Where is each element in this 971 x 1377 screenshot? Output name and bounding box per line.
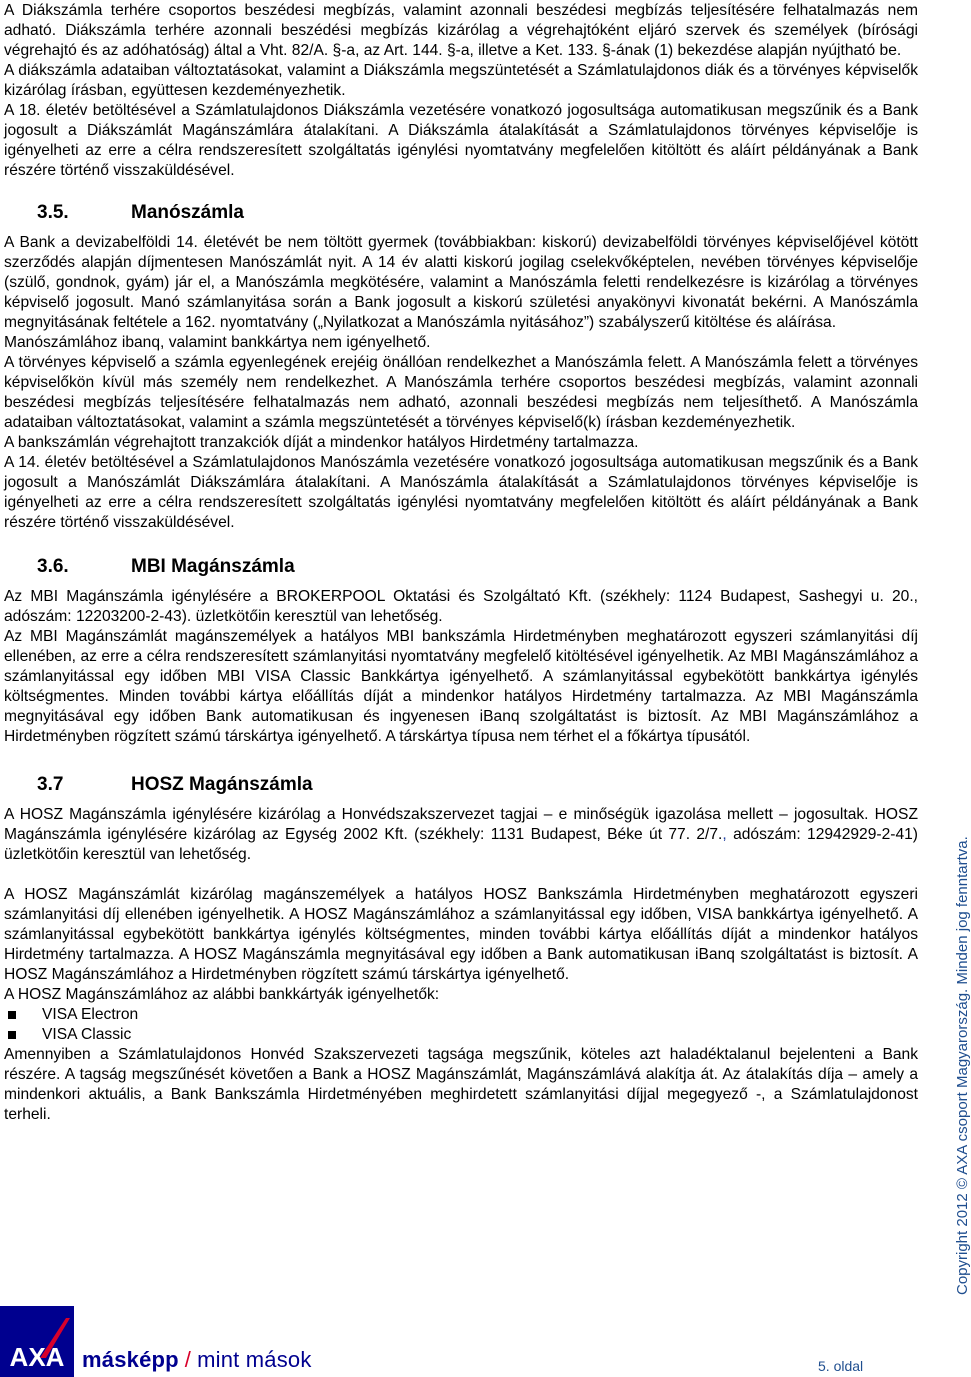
paragraph: A Diákszámla terhére csoportos beszédesi megbízás, valamint azonnali beszédesi megbízás teljesítésére felhatalmazás nem adható. Diákszámla terhére azonnali beszédési megbízás kizárólag a végrehajtóként eljáró szervek és személyek (bírósági végrehajtó és az adóhatóság) által a Vht. 82/A. §-a, az Art. 144. §-a, illetve a Ket. 133. §-ának (1) bekezdése alapján nyújtható be. [4,2,918,59]
square-bullet-icon [8,1011,16,1019]
paragraph [4,805,918,865]
section-number: 3.5. [37,202,69,223]
tagline-slash: / [184,1347,192,1372]
axa-logo [0,1306,74,1377]
list-item [4,1025,918,1045]
sidebar-copyright: Copyright 2012 © AXA csoport Magyarország. Minden jog fenntartva. [954,836,971,1295]
tagline-left: másképp [82,1347,179,1372]
section-title: HOSZ Magánszámla [131,774,313,795]
text-run: A HOSZ Magánszámla igénylésére kizárólag a Honvédszakszervezet tagjai – e minőségük igazolása mellett – jogosultak. HOSZ Magánszámla igénylésére kizárólag az Egység 2002 Kft. (székhely: 1131 Budapest, Béke út 77. 2/7. [4,806,918,843]
section-title: MBI Magánszámla [131,556,295,577]
paragraph: A bankszámlán végrehajtott tranzakciók díját a mindenkor hatályos Hirdetmény tartalmazza. [4,434,639,451]
section-heading-3-5 [4,199,918,227]
document-body [4,1,918,1125]
paragraph: A 18. életév betöltésével a Számlatulajdonos Diákszámla vezetésére vonatkozó jogosultsága automatikusan megszűnik és a Bank jogosult a Diákszámlát Magánszámlára átalakítani. A Diákszámla átalakítását a Számlatulajdonos törvényes képviselője is igényelheti az erre a célra rendszeresített szolgáltatás igénylési nyomtatvány megfelelően kitöltött és aláírt példányának a Bank részére történő visszaküldésével. [4,102,918,179]
logo-text: AXA [9,1342,65,1372]
paragraph: Az MBI Magánszámlát magánszemélyek a hatályos MBI bankszámla Hirdetményben meghatározott egyszeri számlanyitási díj ellenében, az erre a célra rendszeresített számlanyitási nyomtatvány megfelelő kitöltésével igényelhetik. Az MBI Magánszámlához a számlanyitással egy időben MBI VISA Classic Bankkártya igényelhető. A számlanyitással egybekötött bankkártya igénylés költségmentes. Minden további kártya előállítás díját a mindenkor hatályos Hirdetmény tartalmazza. Az MBI Magánszámla megnyitásával egy időben Bank automatikusan és ingyenesen iBanq szolgáltatást is biztosít. Az MBI Magánszámlához a Hirdetményben rögzített számú társkártya igényelhető. A társkártya típusa nem térhet el a főkártya típusától. [4,628,918,745]
list-item-label: VISA Classic [42,1026,132,1043]
paragraph: Manószámlához ibanq, valamint bankkártya nem igényelhető. [4,334,431,351]
text-run: adószám: 12942929-2-41) üzletkötőin keresztül van lehetőség. [4,826,918,863]
paragraph: A diákszámla adataiban változtatásokat, valamint a Diákszámla megszüntetését a Számlatulajdonos diák és a törvényes képviselők kizárólag írásban, együttesen kezdeményezhetik. [4,62,918,99]
section-heading-3-6 [4,553,918,581]
paragraph: Amennyiben a Számlatulajdonos Honvéd Szakszervezeti tagsága megszűnik, köteles azt haladéktalanul bejelenteni a Bank részére. A tagság megszűnését követően a Bank a HOSZ Magánszámlát, Magánszámlává alakítja át. Az átalakítás díja – amely a mindenkori aktuális, a Bank Bankszámla Hirdetményében meghirdetett számlanyitási díjjal megegyező -, a Számlatulajdonost terheli. [4,1046,918,1123]
highlighted-comma: , [722,826,727,843]
section-title: Manószámla [131,202,244,223]
paragraph: A HOSZ Magánszámlához az alábbi bankkártyák igényelhetők: [4,986,440,1003]
bankcard-list [4,1005,918,1045]
section-heading-3-7 [4,771,918,799]
list-item-label: VISA Electron [42,1006,139,1023]
paragraph: Az MBI Magánszámla igénylésére a BROKERPOOL Oktatási és Szolgáltató Kft. (székhely: 1124 Budapest, Sashegyi u. 20., adószám: 12203200-2-43). üzletkötőin keresztül van lehetőség. [4,588,918,625]
page-number: 5. oldal [818,1358,864,1374]
paragraph: A törvényes képviselő a számla egyenlegének erejéig önállóan rendelkezhet a Manószámla felett. A Manószámla felett a törvényes képviselőkön kívül más személy nem rendelkezhet. A Manószámla terhére csoportos beszédesi megbízás, valamint azonnali beszédesi megbízás teljesítésére felhatalmazás nem adható, azonnali beszédesi megbízás nem teljesíthető. A Manószámla adataiban változtatásokat, valamint a számla megszüntetését a törvényes képviselő(k) írásban kezdeményezhetik. [4,354,918,431]
list-item [4,1005,918,1025]
paragraph: A HOSZ Magánszámlát kizárólag magánszemélyek a hatályos HOSZ Bankszámla Hirdetményben meghatározott egyszeri számlanyitási díj ellenében igényelhetik. A HOSZ Magánszámlához a számlanyitással egy időben, VISA bankkártya igényelhető. A számlanyitással egybekötött bankkártya igénylés költségmentes, minden további kártya előállítás díját a mindenkor hatályos Hirdetmény tartalmazza. A HOSZ Magánszámla megnyitásával egy időben a Bank automatikusan iBanq szolgáltatást is biztosít. A HOSZ Magánszámlához a Hirdetményben rögzített számú társkártya igényelhető. [4,886,918,983]
section-number: 3.6. [37,556,69,577]
axa-logo-icon [0,1306,74,1377]
tagline [82,1347,312,1373]
paragraph: A 14. életév betöltésével a Számlatulajdonos Manószámla vezetésére vonatkozó jogosultsága automatikusan megszűnik és a Bank jogosult a Manószámlát Diákszámlára átalakítani. A Manószámla átalakítását a Számlatulajdonos törvényes képviselője is igényelheti az erre a célra rendszeresített szolgáltatás igénylési nyomtatvány megfelelően kitöltött és aláírt példányának a Bank részére történő visszaküldésével. [4,454,918,531]
tagline-right: mint mások [197,1347,312,1372]
paragraph: A Bank a devizabelföldi 14. életévét be nem töltött gyermek (továbbiakban: kiskorú) devizabelföldi törvényes képviselőjével kötött szerződés alapján díjmentesen Manószámlát nyit. A 14 év alatti kiskorú jogilag cselekvőképtelen, nevében törvényes képviselője (szülő, gondnok, gyám) jár el, a Manószámla megkötésére, valamint a Manószámla feletti rendelkezésre is kizárólag a törvényes képviselő jogosult. Manó számlanyitása során a Bank jogosult a kiskorú születési anyakönyvi kivonatát bekérni. A Manószámla megnyitásának feltétele a 162. nyomtatvány („Nyilatkozat a Manószámla nyitásához”) szabályszerű kitöltése és aláírása. [4,234,918,331]
section-number: 3.7 [37,774,64,795]
square-bullet-icon [8,1031,16,1039]
